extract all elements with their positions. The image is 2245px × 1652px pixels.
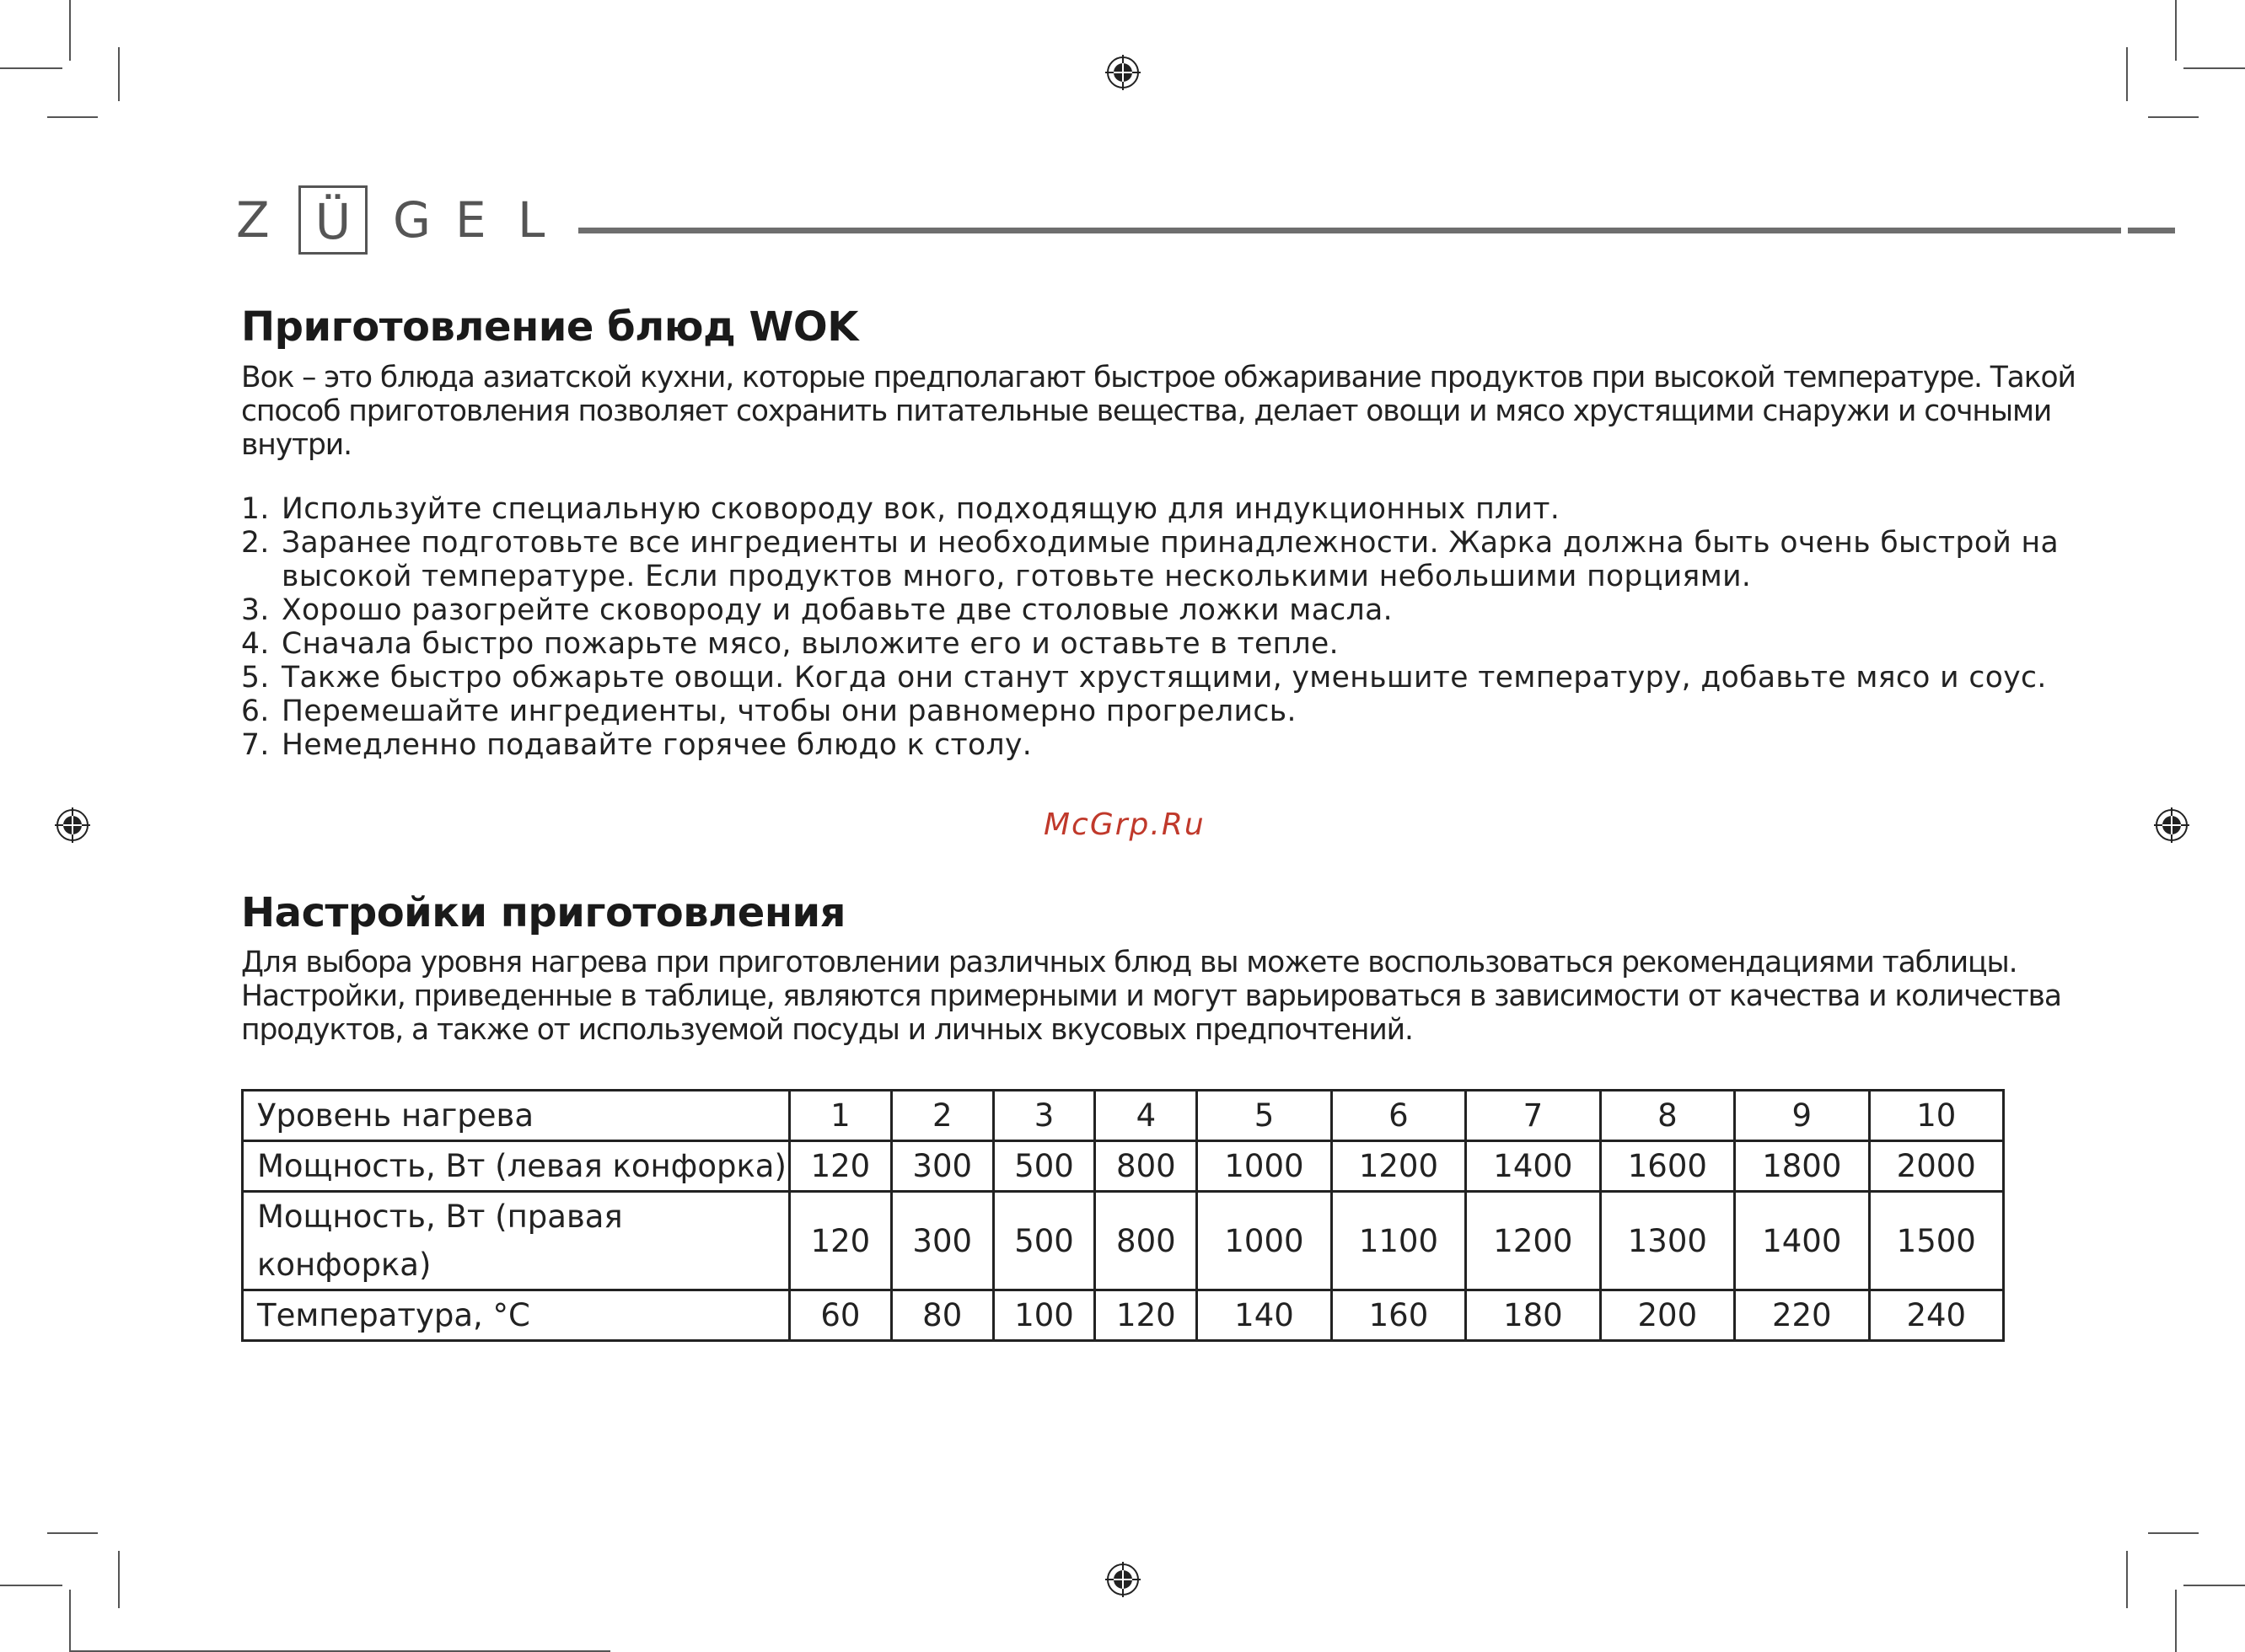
table-cell: 300 [891,1192,993,1290]
step-number: 7. [241,728,270,762]
table-cell: 200 [1600,1290,1734,1341]
table-cell: 1600 [1600,1141,1734,1192]
step-text: высокой температуре. Если продуктов много, готовьте несколькими небольшими порциями. [282,560,1752,593]
table-cell: 120 [790,1192,892,1290]
logo-letter: G [393,191,431,249]
crop-mark [2126,1551,2128,1608]
table-cell: 1 [790,1091,892,1141]
section-intro-settings [241,946,2061,1047]
crop-mark [2183,67,2245,69]
watermark: McGrp.Ru [1044,807,1206,842]
table-cell: 240 [1869,1290,2003,1341]
step-text: Заранее подготовьте все ингредиенты и необходимые принадлежности. Жарка должна быть очень быстрой на [282,526,2060,560]
header-rule-end [2128,228,2175,233]
crop-mark [2175,1590,2177,1652]
table-row [243,1141,2004,1192]
step-text: Хорошо разогрейте сковороду и добавьте две столовые ложки масла. [282,593,1394,627]
section-intro-wok [241,361,2076,462]
crop-mark [69,1590,71,1652]
table-cell: 1400 [1735,1192,1869,1290]
logo-letter: Z [236,191,270,249]
table-cell: 80 [891,1290,993,1341]
crop-mark [0,67,62,69]
registration-target-icon [1105,1562,1141,1597]
table-cell: 1000 [1197,1192,1331,1290]
crop-mark [118,47,120,101]
step-number: 3. [241,593,270,627]
section-title-wok: Приготовление блюд WOK [241,303,858,351]
table-cell: 1300 [1600,1192,1734,1290]
table-cell: 1200 [1466,1192,1600,1290]
table-cell: 120 [790,1141,892,1192]
table-cell: 2000 [1869,1141,2003,1192]
crop-mark [2183,1585,2245,1586]
text-line: способ приготовления позволяет сохранить питательные вещества, делает овощи и мясо хрустящими снаружи и сочными [241,394,2052,428]
step-text: Перемешайте ингредиенты, чтобы они равномерно прогрелись. [282,695,1297,728]
table-cell: 1400 [1466,1141,1600,1192]
crop-mark [118,1551,120,1608]
step-number: 6. [241,695,270,728]
section-title-settings: Настройки приготовления [241,889,846,936]
logo-letter: Ü [298,185,368,255]
crop-mark [0,1585,62,1586]
table-row [243,1192,2004,1290]
table-cell: 160 [1331,1290,1465,1341]
table-cell: 1500 [1869,1192,2003,1290]
table-cell: 7 [1466,1091,1600,1141]
text-line: Вок – это блюда азиатской кухни, которые предполагают быстрое обжаривание продуктов при высокой температуре. Такой [241,361,2076,394]
list-item [241,695,2028,728]
registration-target-icon [1105,55,1141,90]
table-cell: 800 [1095,1192,1197,1290]
step-number: 4. [241,627,270,661]
crop-mark [47,116,98,118]
table-cell: 1200 [1331,1141,1465,1192]
table-cell: 1800 [1735,1141,1869,1192]
row-label: Уровень нагрева [243,1091,790,1141]
text-line: продуктов, а также от используемой посуды и личных вкусовых предпочтений. [241,1013,1413,1047]
crop-mark [47,1532,98,1534]
brand-logo [236,184,580,256]
text-line: Настройки, приведенные в таблице, являются примерными и могут варьироваться в зависимости от качества и количества [241,979,2061,1013]
list-item [241,593,2028,627]
table-cell: 10 [1869,1091,2003,1141]
table-cell: 6 [1331,1091,1465,1141]
row-label: Температура, °С [243,1290,790,1341]
table-cell: 1000 [1197,1141,1331,1192]
table-cell: 9 [1735,1091,1869,1141]
table-cell: 5 [1197,1091,1331,1141]
header-rule [578,228,2121,233]
logo-letter: L [518,191,545,249]
settings-table [241,1089,2005,1342]
table-cell: 2 [891,1091,993,1141]
logo-letter: E [455,191,486,249]
step-text: Сначала быстро пожарьте мясо, выложите его и оставьте в тепле. [282,627,1340,661]
table-cell: 500 [993,1141,1095,1192]
table-cell: 8 [1600,1091,1734,1141]
table-cell: 220 [1735,1290,1869,1341]
list-item [241,728,2028,762]
text-line: Для выбора уровня нагрева при приготовлении различных блюд вы можете воспользоваться рекомендациями таблицы. [241,946,2017,979]
crop-mark [2126,47,2128,101]
registration-target-icon [2154,807,2189,843]
steps-list [241,492,2060,762]
table-cell: 60 [790,1290,892,1341]
step-text: Также быстро обжарьте овощи. Когда они станут хрустящими, уменьшите температуру, добавьте мясо и соус. [282,661,2047,695]
step-number: 5. [241,661,270,695]
table-cell: 800 [1095,1141,1197,1192]
table-cell: 300 [891,1141,993,1192]
registration-target-icon [55,807,90,843]
text-line: внутри. [241,428,352,462]
table-cell: 3 [993,1091,1095,1141]
table-cell: 120 [1095,1290,1197,1341]
step-number: 2. [241,526,270,560]
table-row [243,1091,2004,1141]
crop-mark [69,0,71,61]
list-item [241,526,2060,593]
table-cell: 140 [1197,1290,1331,1341]
crop-mark [2148,1532,2199,1534]
step-text: Используйте специальную сковороду вок, подходящую для индукционных плит. [282,492,1560,526]
table-cell: 100 [993,1290,1095,1341]
crop-mark [2148,116,2199,118]
table-cell: 500 [993,1192,1095,1290]
step-number: 1. [241,492,270,526]
list-item [241,627,2028,661]
table-cell: 180 [1466,1290,1600,1341]
crop-mark [2175,0,2177,61]
table-cell: 1100 [1331,1192,1465,1290]
table-cell: 4 [1095,1091,1197,1141]
table-row [243,1290,2004,1341]
step-text: Немедленно подавайте горячее блюдо к столу. [282,728,1033,762]
row-label: Мощность, Вт (правая конфорка) [243,1192,790,1290]
list-item [241,492,2028,526]
list-item [241,661,2047,695]
row-label: Мощность, Вт (левая конфорка) [243,1141,790,1192]
